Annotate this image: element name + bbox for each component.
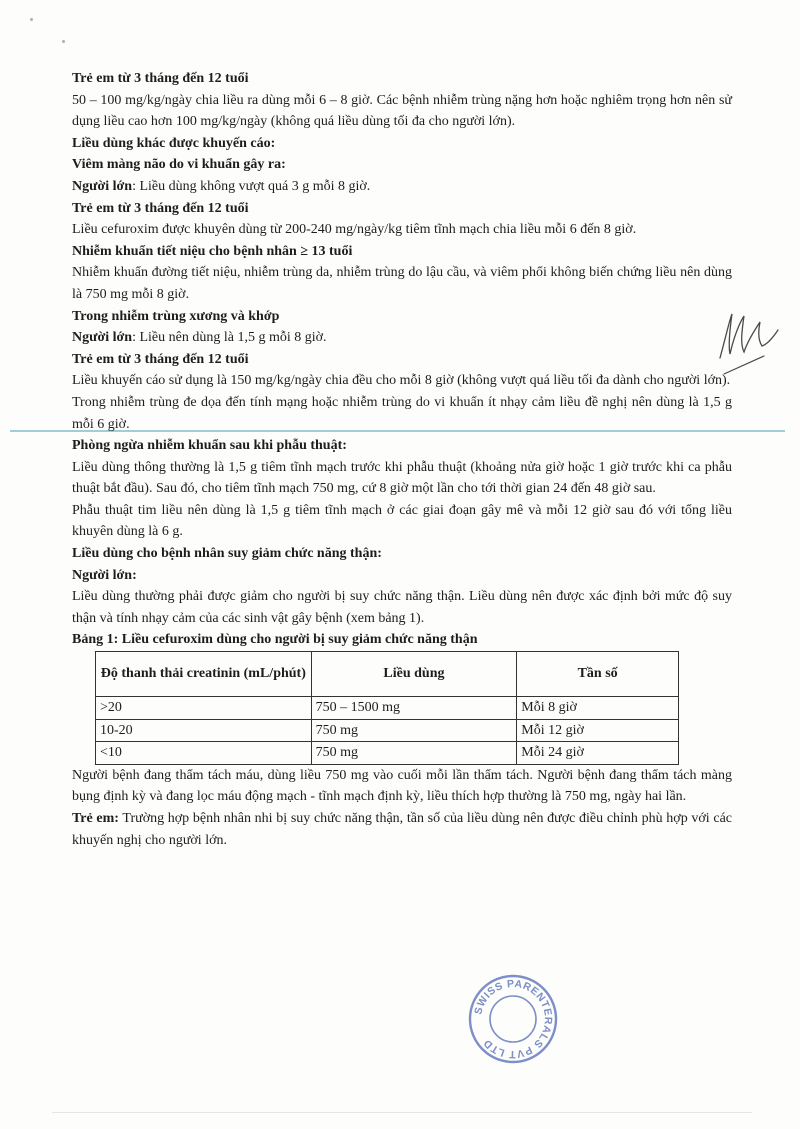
paragraph: 50 – 100 mg/kg/ngày chia liều ra dùng mỗi 6 – 8 giờ. Các bệnh nhiễm trùng nặng hơn hoặc nghiêm trọng hơn nên sử dụng liều cao hơn 100 mg/kg/ngày (không quá liều dùng tối đa cho người lớn). [72,92,732,130]
table-row [96,742,679,765]
column-header: Liều dùng [311,652,517,697]
table-row [96,697,679,720]
page-bottom-edge [52,1112,752,1113]
text: : Liều dùng không vượt quá 3 g mỗi 8 giờ. [132,178,371,194]
text: : Liều nên dùng là 1,5 g mỗi 8 giờ. [132,330,327,346]
table-cell: 750 – 1500 mg [311,697,517,720]
heading-other-doses: Liều dùng khác được khuyến cáo: [72,135,276,151]
heading-surgery: Phòng ngừa nhiễm khuẩn sau khi phẫu thuật: [72,438,347,454]
document-body [72,68,732,851]
paragraph: Phẫu thuật tim liều nên dùng là 1,5 g tiêm tĩnh mạch ở các giai đoạn gây mê và mỗi 12 giờ sau đó với tổng liều khuyên dùng là 6 g. [72,502,732,540]
paragraph [72,808,732,851]
paragraph: Trong nhiễm trùng đe dọa đến tính mạng hoặc nhiễm trùng do vi khuẩn ít nhạy cảm liều đề nghị nên dùng là 1,5 g mỗi 6 giờ. [72,394,732,432]
heading-renal: Liều dùng cho bệnh nhân suy giảm chức năng thận: [72,546,382,562]
heading-meningitis: Viêm màng não do vi khuẩn gây ra: [72,157,286,173]
handwritten-signature [712,306,792,378]
column-header: Độ thanh thải creatinin (mL/phút) [96,652,312,697]
paragraph: Liều khuyến cáo sử dụng là 150 mg/kg/ngày chia đều cho mỗi 8 giờ (không vượt quá liều tối đa dành cho người lớn). [72,373,731,389]
table-cell: <10 [96,742,312,765]
scan-speck [62,40,65,43]
heading-children: Trẻ em từ 3 tháng đến 12 tuổi [72,351,249,367]
stamp-text: SWISS PARENTERALS PVT LTD [472,977,555,1061]
heading-bone-joint: Trong nhiễm trùng xương và khớp [72,308,280,324]
paragraph: Liều dùng thường phải được giảm cho người bị suy chức năng thận. Liều dùng nên được xác định bởi mức độ suy thận và tính nhạy cảm của các sinh vật gây bệnh (xem bảng 1). [72,589,732,626]
heading-children: Trẻ em từ 3 tháng đến 12 tuổi [72,200,249,216]
renal-dose-table [95,651,679,765]
heading-children: Trẻ em từ 3 tháng đến 12 tuổi [72,71,249,86]
heading-adults: Người lớn: [72,567,137,583]
table-cell: Mỗi 12 giờ [517,719,679,742]
paragraph: Liều cefuroxim được khuyên dùng từ 200-240 mg/ngày/kg tiêm tĩnh mạch chia liều mỗi 6 đến 8 giờ. [72,222,637,238]
svg-text:SWISS PARENTERALS PVT LTD [472,978,554,1060]
text: Trường hợp bệnh nhân nhi bị suy chức năng thận, tần số của liều dùng nên được điều chỉnh phù hợp với các khuyến nghị cho người lớn. [72,811,732,848]
table-cell: Mỗi 8 giờ [517,697,679,720]
label-adults: Người lớn [72,178,133,194]
paragraph: Nhiễm khuẩn đường tiết niệu, nhiễm trùng da, nhiễm trùng do lậu cầu, và viêm phổi không biến chứng liều nên dùng là 750 mg mỗi 8 giờ. [72,265,732,302]
paragraph [72,176,732,198]
table-header-row [96,652,679,697]
scan-speck [30,18,33,21]
paragraph: Liều dùng thông thường là 1,5 g tiêm tĩnh mạch trước khi phẫu thuật (khoảng nửa giờ hoặc 1 giờ trước khi ca phẫu thuật bắt đầu). Sau đó, cho tiêm tĩnh mạch 750 mg, cứ 8 giờ một lần cho tới thời gian 24 đến 48 giờ sau. [72,459,732,497]
table-row [96,719,679,742]
label-adults: Người lớn [72,330,133,346]
table-cell: 750 mg [311,742,517,765]
table-cell: >20 [96,697,312,720]
table-caption: Bảng 1: Liều cefuroxim dùng cho người bị suy giảm chức năng thận [72,632,478,648]
table-cell: 750 mg [311,719,517,742]
company-stamp-seal [467,973,559,1065]
heading-urinary: Nhiễm khuẩn tiết niệu cho bệnh nhân ≥ 13 tuổi [72,243,353,259]
column-header: Tần số [517,652,679,697]
paragraph [72,327,732,349]
label-children: Trẻ em: [72,811,119,826]
table-cell: Mỗi 24 giờ [517,742,679,765]
paragraph: Người bệnh đang thẩm tách máu, dùng liều 750 mg vào cuối mỗi lần thẩm tách. Người bệnh đang thẩm tách màng bụng định kỳ và đang lọc máu động mạch - tĩnh mạch định kỳ, liều thích hợp thường là 750 mg, ngày hai lần. [72,767,732,805]
table-cell: 10-20 [96,719,312,742]
